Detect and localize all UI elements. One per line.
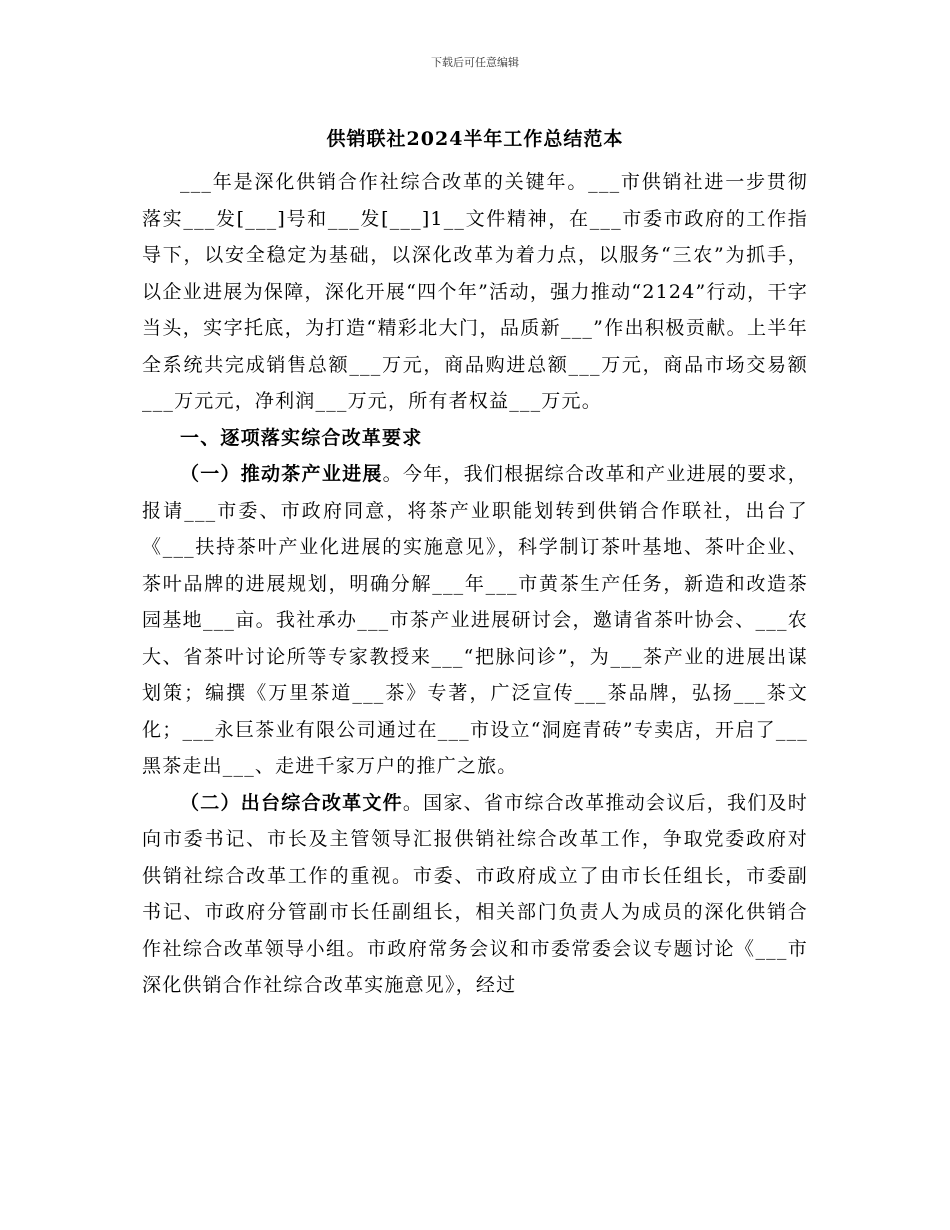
header-note: 下载后可任意编辑	[431, 56, 519, 69]
section-heading-1: 一、逐项落实综合改革要求	[180, 426, 423, 449]
item-lead-1: （一）推动茶产业进展	[180, 463, 383, 485]
document-body	[142, 164, 808, 1004]
item-paragraph-1	[142, 456, 808, 785]
intro-paragraph: ___年是深化供销合作社综合改革的关键年。___市供销社进一步贯彻落实___发[___]号和___发[___]1__文件精神，在___市委市政府的工作指导下，以安全稳定为基础，以深化改革为着力点，以服务“三农”为抓手，以企业进展为保障，深化开展“四个年”活动，强力推动“2124”行动，干字当头，实字托底，为打造“精彩北大门，品质新___”作出积极贡献。上半年全系统共完成销售总额___万元，商品购进总额___万元，商品市场交易额___万元元，净利润___万元，所有者权益___万元。	[142, 171, 808, 412]
item-lead-2: （二）出台综合改革文件	[180, 791, 403, 814]
item-text-1: 。今年，我们根据综合改革和产业进展的要求，报请___市委、市政府同意，将茶产业职能划转到供销合作联社，出台了《___扶持茶叶产业化进展的实施意见》，科学制订茶叶基地、茶叶企业、茶叶品牌的进展规划，明确分解___年___市黄茶生产任务，新造和改造茶园基地___亩。我社承办___市茶产业进展研讨会，邀请省茶叶协会、___农大、省茶叶讨论所等专家教授来___“把脉问诊”，为___茶产业的进展出谋划策；编撰《万里茶道___茶》专著，广泛宣传___茶品牌，弘扬___茶文化；___永巨茶业有限公司通过在___市设立“洞庭青砖”专卖店，开启了___黑茶走出___、走进千家万户的推广之旅。	[142, 463, 808, 777]
item-text-2: 。国家、省市综合改革推动会议后，我们及时向市委书记、市长及主管领导汇报供销社综合改革工作，争取党委政府对供销社综合改革工作的重视。市委、市政府成立了由市长任组长，市委副书记、市政府分管副市长任副组长，相关部门负责人为成员的深化供销合作社综合改革领导小组。市政府常务会议和市委常委会议专题讨论《___市深化供销合作社综合改革实施意见》，经过	[142, 791, 808, 996]
document-title: 供销联社2024半年工作总结范本	[326, 128, 624, 150]
item-paragraph-2	[142, 785, 808, 1004]
